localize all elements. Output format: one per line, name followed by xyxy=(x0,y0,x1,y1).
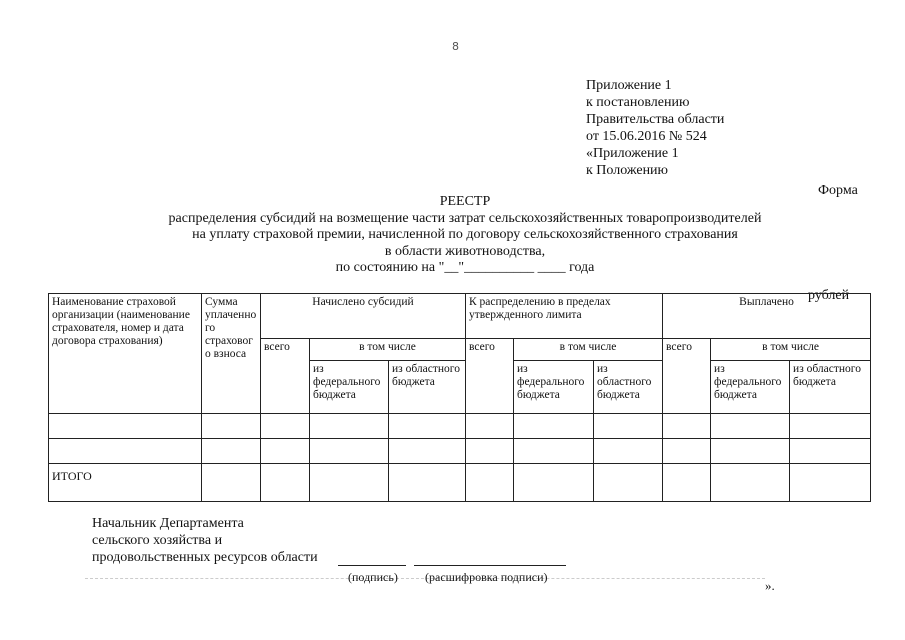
title-line: в области животноводства, xyxy=(384,243,546,259)
name-caption: (расшифровка подписи) xyxy=(425,570,548,584)
title-heading: РЕЕСТР xyxy=(439,194,491,209)
title-line: на уплату страховой премии, начисленной по договору сельскохозяйственного страхования xyxy=(192,227,738,242)
title-line: распределения субсидий на возмещение части затрат сельскохозяйственных товаропроизводителей xyxy=(168,210,762,226)
table-row xyxy=(49,414,871,439)
signature-caption: (подпись) xyxy=(348,570,398,584)
header-including: в том числе xyxy=(310,339,466,361)
total-row xyxy=(49,464,871,502)
appendix-line: Правительства области xyxy=(586,112,725,127)
header-federal: из федерального бюджета xyxy=(514,361,594,414)
header-federal: из федерального бюджета xyxy=(310,361,389,414)
header-regional: из областного бюджета xyxy=(594,361,663,414)
header-total: всего xyxy=(261,339,310,414)
signature-line: Начальник Департамента xyxy=(92,516,244,531)
table-row xyxy=(49,439,871,464)
document-title xyxy=(120,194,810,277)
title-line: по состоянию на "__"__________ ____ года xyxy=(335,260,595,275)
page-number: 8 xyxy=(452,40,459,53)
header-total: всего xyxy=(663,339,711,414)
header-including: в том числе xyxy=(514,339,663,361)
signature-block xyxy=(92,515,318,566)
header-total: всего xyxy=(466,339,514,414)
signature-line: продовольственных ресурсов области xyxy=(92,550,318,565)
total-row-label: ИТОГО xyxy=(49,464,202,502)
signature-field xyxy=(338,565,406,566)
appendix-line: к Положению xyxy=(586,163,669,178)
closing-quote: ». xyxy=(765,578,775,593)
appendix-line: от 15.06.2016 № 524 xyxy=(586,129,707,144)
header-including: в том числе xyxy=(711,339,871,361)
form-label: Форма xyxy=(818,183,858,198)
units-label: рублей xyxy=(808,288,850,303)
header-federal: из федерального бюджета xyxy=(711,361,790,414)
signature-line: сельского хозяйства и xyxy=(92,533,223,548)
registry-table xyxy=(48,293,871,502)
header-paid: Выплачено xyxy=(663,294,871,339)
header-regional: из областного бюджета xyxy=(790,361,871,414)
header-org: Наименование страховой организации (наименование страхователя, номер и дата договора страхования) xyxy=(49,294,202,414)
appendix-line: Приложение 1 xyxy=(586,78,672,93)
header-accrued: Начислено субсидий xyxy=(261,294,466,339)
appendix-line: к постановлению xyxy=(586,95,690,110)
name-field xyxy=(414,565,566,566)
header-sum: Сумма уплаченного страхового взноса xyxy=(202,294,261,414)
header-regional: из областного бюджета xyxy=(389,361,466,414)
appendix-line: «Приложение 1 xyxy=(586,146,679,161)
header-limit: К распределению в пределах утвержденного лимита xyxy=(466,294,663,339)
appendix-block xyxy=(586,77,724,179)
